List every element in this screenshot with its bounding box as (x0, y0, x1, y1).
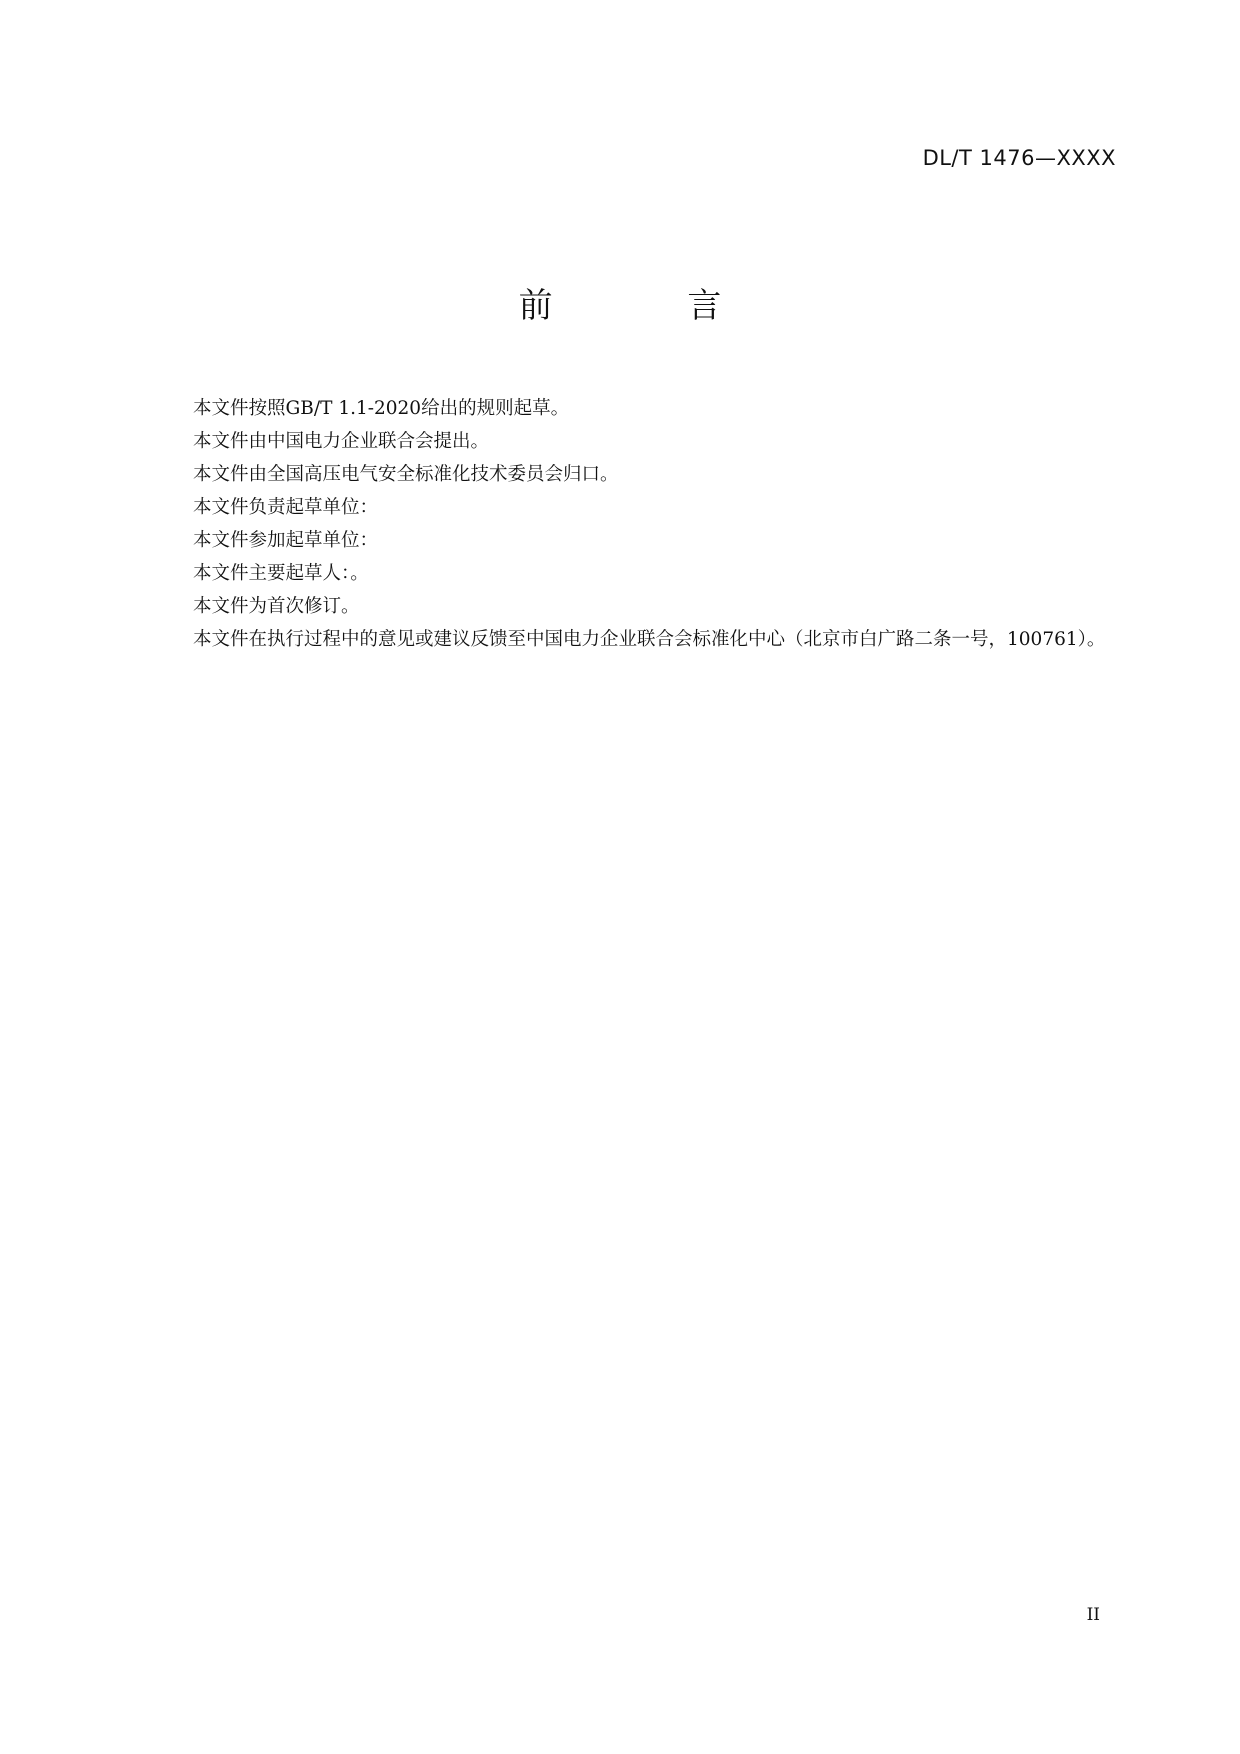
page-number: II (1086, 1605, 1100, 1625)
paragraph-technical-committee: 本文件由全国高压电气安全标准化技术委员会归口。 (193, 464, 619, 485)
document-body (152, 392, 1122, 656)
paragraph-feedback-contact: 本文件在执行过程中的意见或建议反馈至中国电力企业联合会标准化中心（北京市白广路二条一号，100761）。 (193, 629, 1106, 650)
paragraph-drafting-rules: 本文件按照GB/T 1.1-2020给出的规则起草。 (193, 398, 570, 419)
paragraph-main-drafters: 本文件主要起草人：。 (193, 563, 369, 584)
paragraph-proposer: 本文件由中国电力企业联合会提出。 (193, 431, 490, 452)
document-code: DL/T 1476—XXXX (922, 146, 1116, 170)
page-title: 前 言 (518, 286, 784, 326)
paragraph-revision-note: 本文件为首次修订。 (193, 596, 360, 617)
paragraph-participating-drafters: 本文件参加起草单位： (193, 530, 379, 551)
paragraph-responsible-drafter: 本文件负责起草单位： (193, 497, 379, 518)
